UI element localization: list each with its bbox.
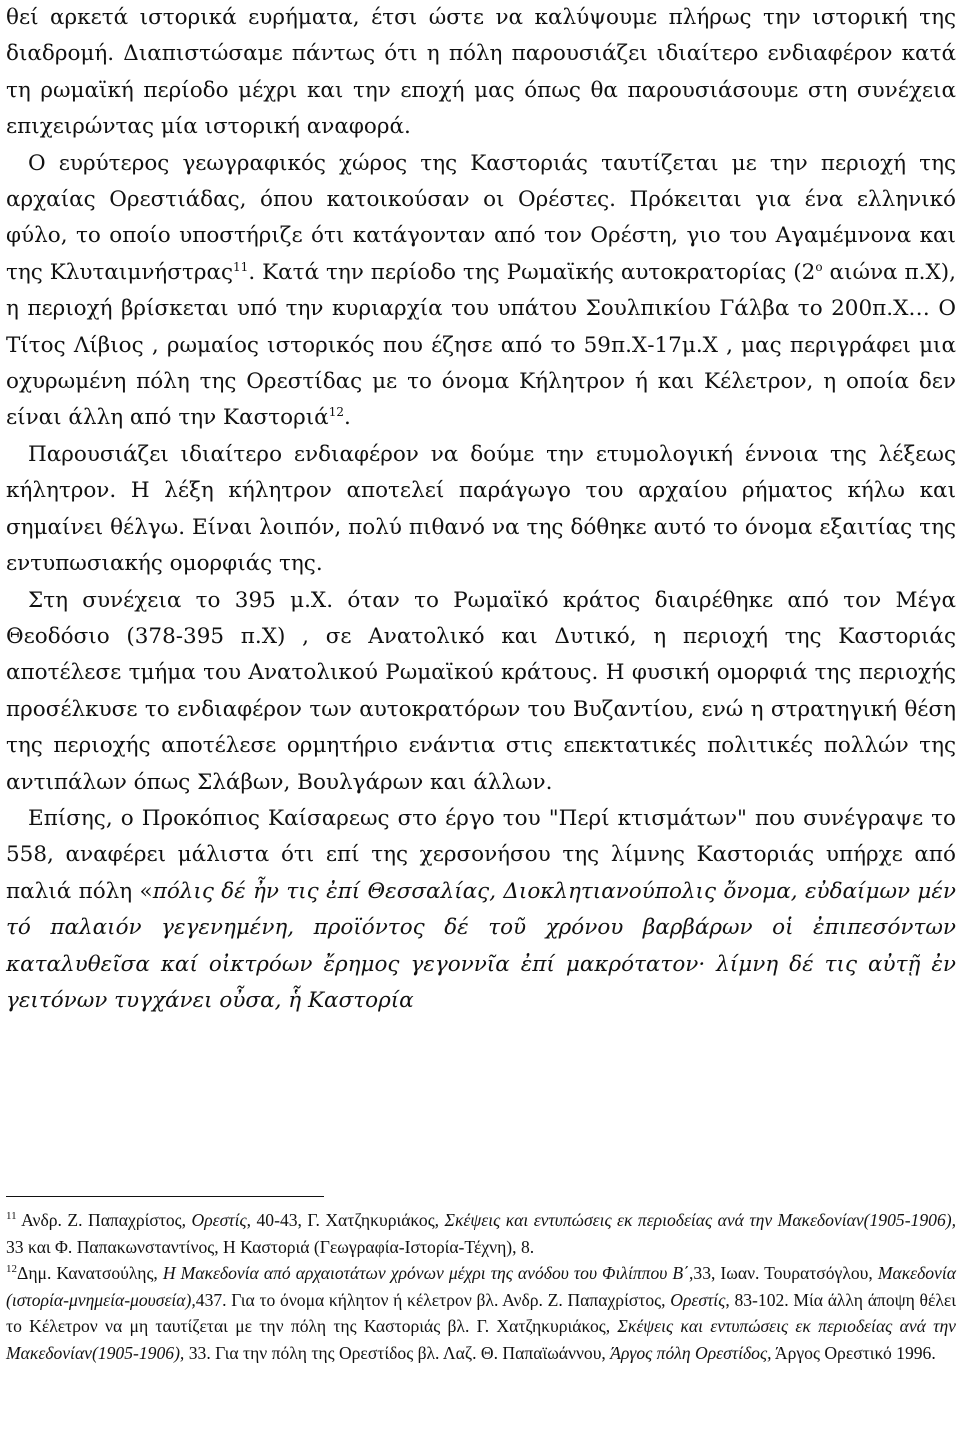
footnote-title: Άργος πόλη Ορεστίδος, [610, 1342, 772, 1363]
paragraph-text: αιώνα π.Χ), η περιοχή βρίσκεται υπό την κυριαρχία του υπάτου Σουλπικίου Γάλβα το 200π.Χ… Ο Τίτος Λίβιος , ρωμαίος ιστορικός που έζησε από το 59π.Χ-17μ.Χ , μας περιγράφει μια οχυρωμένη πόλη της Ορεστίδας με το όνομα Κήλητρον ή και Κέλετρον, η οποία δεν είναι άλλη από την Καστοριά [6, 259, 956, 431]
footnote-title: Σκέψεις και εντυπώσεις εκ περιοδείας ανά την Μακεδονίαν(1905-1906), [444, 1210, 956, 1230]
paragraph-text: Στη συνέχεια το 395 μ.Χ. όταν το Ρωμαϊκό κράτος διαιρέθηκε από τον Μέγα Θεοδόσιο (378-395 π.Χ) , σε Ανατολικό και Δυτικό, η περιοχή της Καστοριάς αποτέλεσε τμήμα του Ανατολικού Ρωμαϊκού κράτους. Η φυσική ομορφιά της περιοχής προσέλκυσε το ενδιαφέρον των αυτοκρατόρων του Βυζαντίου, ενώ η στρατηγική θέση της περιοχής αποτέλεσε ορμητήριο ενάντια στις επεκτατικές πολιτικές πολλών της αντιπάλων όπως Σλάβων, Βουλγάρων και άλλων. [6, 587, 956, 795]
footnote-text: 33 και Φ. Παπακωνσταντίνος, Η Καστοριά (Γεωγραφία-Ιστορία-Τέχνη), 8. [6, 1236, 535, 1257]
paragraph-text: Παρουσιάζει ιδιαίτερο ενδιαφέρον να δούμε την ετυμολογική έννοια της λέξεως κήλητρον. Η λέξη κήλητρον αποτελεί παράγωγο του αρχαίου ρήματος κήλω και σημαίνει θέλγω. Είναι λοιπόν, πολύ πιθανό να της δόθηκε αυτό το όνομα εξαιτίας της εντυπωσιακής ομορφιάς της. [6, 441, 956, 577]
paragraph-etymology [6, 437, 956, 583]
footnote-title: Ορεστίς [670, 1289, 726, 1310]
paragraph-continuation [6, 0, 956, 146]
paragraph-text: . Κατά την περίοδο της Ρωμαϊκής αυτοκρατορίας (2 [248, 259, 816, 285]
footnote-title: Ορεστίς [191, 1210, 247, 1230]
footnote-ref-12: 12 [328, 405, 344, 420]
footnote-title: Μακεδονία (ιστορία-μνημεία-μουσεία), [6, 1263, 956, 1310]
footnote-text: Άργος Ορεστικό 1996. [771, 1342, 936, 1363]
footnote-separator [6, 1196, 324, 1197]
footnote-text: Δημ. Κανατσούλης, [17, 1263, 163, 1284]
footnote-number: 12 [6, 1263, 17, 1276]
paragraph-orestis [6, 146, 956, 437]
footnote-text: 437. Για το όνομα κήλητον ή κέλετρον βλ. Ανδρ. Ζ. Παπαχρίστος, [195, 1289, 671, 1310]
paragraph-text: Ο ευρύτερος γεωγραφικός χώρος της Καστοριάς ταυτίζεται με την περιοχή της αρχαίας Ορεστιάδας, όπου κατοικούσαν οι Ορέστες. Πρόκειται για ένα ελληνικό φύλο, το οποίο υποστήριζε ότι κατάγονταν από τον Ορέστη, γιο του Αγαμέμνονα και της Κλυταιμνήστρας [6, 150, 956, 285]
footnote-12 [6, 1260, 956, 1366]
paragraph-byzantine [6, 583, 956, 801]
footnote-title: Η Μακεδονία από αρχαιοτάτων χρόνων μέχρι της ανόδου του Φιλίππου Β΄ [162, 1263, 689, 1284]
superscript-o: ο [815, 259, 823, 274]
footnote-text: , 83-102. Μία άλλη άποψη θέλει το Κέλετρον να μη ταυτίζεται με την πόλη της Καστοριάς βλ. Γ. Χατζηκυριάκος, [6, 1289, 956, 1337]
body-text [6, 0, 956, 1019]
footnote-text: ,33, Ιωαν. Τουρατσόγλου, [689, 1263, 878, 1284]
footnote-11 [6, 1207, 956, 1260]
paragraph-procopius [6, 801, 956, 1019]
footnote-number: 11 [6, 1210, 17, 1223]
footnote-ref-11: 11 [233, 259, 249, 274]
footnote-text: 33. Για την πόλη της Ορεστίδος βλ. Λαζ. Θ. Παπαϊωάννου, [184, 1342, 611, 1363]
paragraph-text: Επίσης, ο Προκόπιος Καίσαρεως στο έργο του "Περί κτισμάτων" που συνέγραψε το 558, αναφέρει μάλιστα ότι επί της χερσονήσου της λίμνης Καστοριάς υπήρχε από παλιά πόλη « [6, 805, 956, 904]
footnote-title: Σκέψεις και εντυπώσεις εκ περιοδείας ανά την Μακεδονίαν(1905-1906), [6, 1316, 956, 1363]
footnote-text: Ανδρ. Ζ. Παπαχρίστος, [16, 1210, 192, 1230]
footnote-text: , 40-43, Γ. Χατζηκυριάκος, [246, 1210, 445, 1230]
paragraph-text: . [343, 405, 351, 431]
footnotes [6, 1207, 956, 1367]
paragraph-text: θεί αρκετά ιστορικά ευρήματα, έτσι ώστε να καλύψουμε πλήρως την ιστορική της διαδρομή. Διαπιστώσαμε πάντως ότι η πόλη παρουσιάζει ιδιαίτερο ενδιαφέρον κατά τη ρωμαϊκή περίοδο μέχρι και την εποχή μας όπως θα παρουσιάσουμε στη συνέχεια επιχειρώντας μία ιστορική αναφορά. [6, 5, 956, 140]
ancient-quote: πόλις δέ ἦν τις ἐπί Θεσσαλίας, Διοκλητιανούπολις ὄνομα, εὐδαίμων μέν τό παλαιόν γεγενημένη, προϊόντος δέ τοῦ χρόνου βαρβάρων οἱ ἐπιπεσόντων καταλυθεῖσα καί οἰκτρόων ἔρημος γεγοννῖα ἐπί μακρότατον· λίμνη δέ τις αὐτῇ ἐν γειτόνων τυγχάνει οὖσα, ἧ Καστορία [6, 878, 956, 1013]
